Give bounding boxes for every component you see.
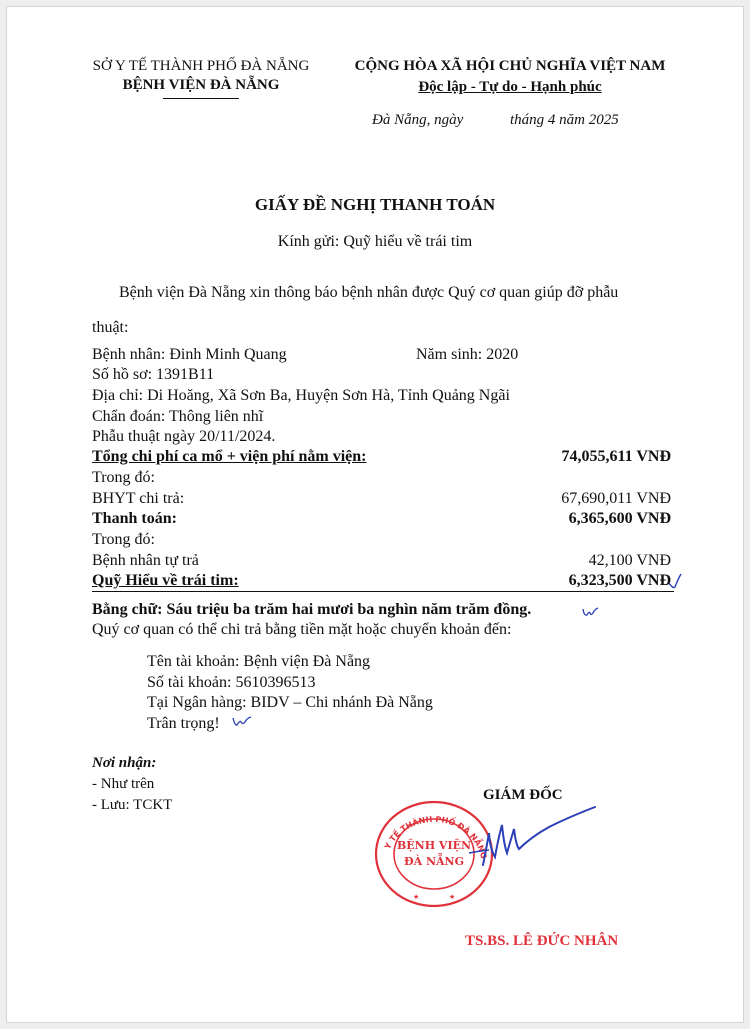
self-pay-value: 42,100 VNĐ <box>588 552 671 569</box>
svg-text:★: ★ <box>449 893 456 901</box>
intro-line-1: Bệnh viện Đà Nẵng xin thông báo bệnh nhân được Quý cơ quan giúp đỡ phẫu <box>119 284 619 301</box>
document-title: GIẤY ĐỀ NGHỊ THANH TOÁN <box>254 195 496 214</box>
document-page <box>6 6 744 1023</box>
surgery-date: Phẫu thuật ngày 20/11/2024. <box>92 428 276 445</box>
director-name: TS.BS. LÊ ĐỨC NHÂN <box>465 933 619 949</box>
svg-text:ĐÀ NẴNG: ĐÀ NẴNG <box>403 855 465 868</box>
payment-value: 6,365,600 VNĐ <box>568 510 671 527</box>
recipient-item-1: - Như trên <box>92 776 155 792</box>
checkmark-icon <box>231 715 253 729</box>
patient-address: Địa chỉ: Di Hoăng, Xã Sơn Ba, Huyện Sơn Hà, Tỉnh Quảng Ngãi <box>92 387 510 404</box>
initial-mark-icon <box>581 605 601 619</box>
patient-birth-year: Năm sinh: 2020 <box>416 346 519 363</box>
fund-label: Quỹ Hiểu về trái tim: <box>92 572 239 589</box>
national-motto: Độc lập - Tự do - Hạnh phúc <box>418 79 602 95</box>
hospital-underline <box>163 98 239 99</box>
intro-line-2: thuật: <box>92 319 129 336</box>
recipients-title: Nơi nhận: <box>92 755 157 771</box>
recipient-item-2: - Lưu: TCKT <box>92 797 173 813</box>
hospital-name: BỆNH VIỆN ĐÀ NẴNG <box>122 77 280 93</box>
checkmark-icon <box>667 573 683 591</box>
department-name: SỞ Y TẾ THÀNH PHỐ ĐÀ NẴNG <box>92 58 310 74</box>
amount-in-words: Bằng chữ: Sáu triệu ba trăm hai mươi ba nghìn năm trăm đồng. <box>92 601 532 618</box>
signature-role: GIÁM ĐỐC <box>483 787 563 803</box>
record-number: Số hồ sơ: 1391B11 <box>92 366 215 383</box>
self-pay-label: Bệnh nhân tự trả <box>92 552 199 569</box>
svg-text:Y TẾ THÀNH PHỐ ĐÀ NẴNG: Y TẾ THÀNH PHỐ ĐÀ NẴNG <box>383 814 489 860</box>
fund-value: 6,323,500 VNĐ <box>568 572 671 589</box>
fund-underline <box>92 591 674 592</box>
in-which-label-1: Trong đó: <box>92 469 155 486</box>
country-name: CỘNG HÒA XÃ HỘI CHỦ NGHĨA VIỆT NAM <box>354 58 666 74</box>
bhyt-label: BHYT chi trả: <box>92 490 185 507</box>
svg-text:BỆNH VIỆN: BỆNH VIỆN <box>396 839 472 852</box>
transfer-note: Quý cơ quan có thể chi trả bằng tiền mặt hoặc chuyển khoản đến: <box>92 621 512 638</box>
date-place: Đà Nẵng, ngày <box>372 112 464 128</box>
total-cost-value: 74,055,611 VNĐ <box>561 448 671 465</box>
patient-name: Bệnh nhân: Đinh Minh Quang <box>92 346 287 363</box>
addressee: Kính gửi: Quỹ hiểu về trái tim <box>277 233 473 250</box>
bhyt-value: 67,690,011 VNĐ <box>561 490 671 507</box>
total-cost-label: Tổng chi phí ca mổ + viện phí nằm viện: <box>92 448 367 465</box>
account-number: Số tài khoản: 5610396513 <box>147 674 316 691</box>
date-rest: tháng 4 năm 2025 <box>510 112 619 128</box>
in-which-label-2: Trong đó: <box>92 531 155 548</box>
diagnosis: Chẩn đoán: Thông liên nhĩ <box>92 408 264 425</box>
svg-text:★: ★ <box>413 893 420 901</box>
director-signature <box>459 805 599 867</box>
bank-name: Tại Ngân hàng: BIDV – Chi nhánh Đà Nẵng <box>147 694 433 711</box>
regards: Trân trọng! <box>147 715 220 732</box>
payment-label: Thanh toán: <box>92 510 177 527</box>
account-name: Tên tài khoản: Bệnh viện Đà Nẵng <box>147 653 371 670</box>
